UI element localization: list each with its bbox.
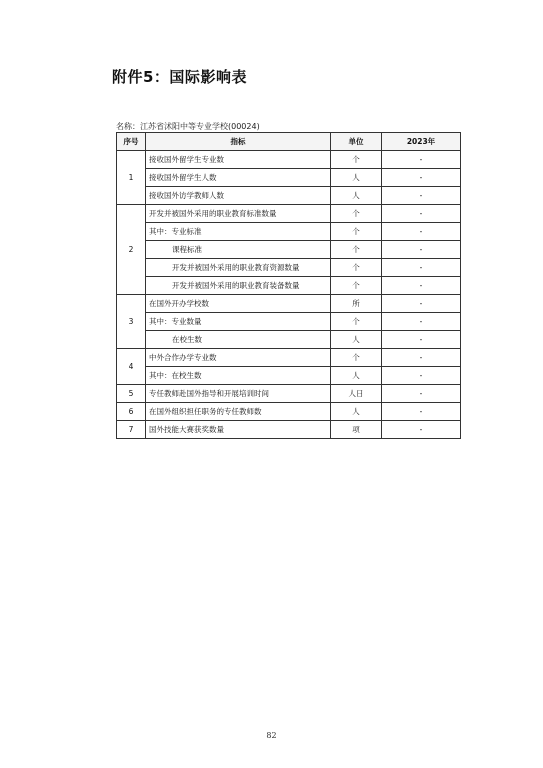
- value-cell: -: [382, 241, 461, 259]
- table-row: [117, 349, 461, 367]
- unit-cell: 所: [331, 295, 382, 313]
- value-cell: -: [382, 403, 461, 421]
- table-row: [117, 403, 461, 421]
- unit-cell: 人: [331, 169, 382, 187]
- table-row: [117, 259, 461, 277]
- unit-cell: 个: [331, 349, 382, 367]
- value-cell: -: [382, 259, 461, 277]
- unit-cell: 个: [331, 205, 382, 223]
- value-cell: -: [382, 421, 461, 439]
- unit-cell: 个: [331, 277, 382, 295]
- unit-cell: 个: [331, 259, 382, 277]
- table-row: [117, 313, 461, 331]
- row-number: 7: [117, 421, 146, 439]
- table-header-row: [117, 133, 461, 151]
- page-number: 82: [266, 731, 277, 740]
- row-number: 4: [117, 349, 146, 385]
- indicator-cell: 专任教师赴国外指导和开展培训时间: [146, 385, 331, 403]
- unit-cell: 人: [331, 367, 382, 385]
- table-row: [117, 151, 461, 169]
- header-year: 2023年: [382, 133, 461, 151]
- unit-cell: 人: [331, 403, 382, 421]
- indicator-cell: 开发并被国外采用的职业教育标准数量: [146, 205, 331, 223]
- indicator-cell: 开发并被国外采用的职业教育装备数量: [146, 277, 331, 295]
- table-row: [117, 385, 461, 403]
- indicator-cell: 接收国外访学教师人数: [146, 187, 331, 205]
- value-cell: -: [382, 349, 461, 367]
- school-name-caption: 名称：江苏省沭阳中等专业学校(00024): [116, 122, 260, 131]
- value-cell: -: [382, 331, 461, 349]
- value-cell: -: [382, 205, 461, 223]
- indicator-cell: 课程标准: [146, 241, 331, 259]
- unit-cell: 个: [331, 223, 382, 241]
- row-number: 5: [117, 385, 146, 403]
- value-cell: -: [382, 169, 461, 187]
- indicator-cell: 开发并被国外采用的职业教育资源数量: [146, 259, 331, 277]
- page-title: 附件5：国际影响表: [112, 68, 247, 86]
- indicator-cell: 在校生数: [146, 331, 331, 349]
- indicator-cell: 在国外组织担任职务的专任教师数: [146, 403, 331, 421]
- value-cell: -: [382, 385, 461, 403]
- row-number: 2: [117, 205, 146, 295]
- row-number: 3: [117, 295, 146, 349]
- table-row: [117, 331, 461, 349]
- header-unit: 单位: [331, 133, 382, 151]
- header-no: 序号: [117, 133, 146, 151]
- table-body: [117, 151, 461, 439]
- indicator-cell: 其中：在校生数: [146, 367, 331, 385]
- unit-cell: 人日: [331, 385, 382, 403]
- value-cell: -: [382, 295, 461, 313]
- value-cell: -: [382, 151, 461, 169]
- unit-cell: 项: [331, 421, 382, 439]
- value-cell: -: [382, 187, 461, 205]
- header-indicator: 指标: [146, 133, 331, 151]
- row-number: 1: [117, 151, 146, 205]
- value-cell: -: [382, 277, 461, 295]
- indicator-cell: 接收国外留学生专业数: [146, 151, 331, 169]
- table-row: [117, 367, 461, 385]
- table-row: [117, 241, 461, 259]
- table-row: [117, 187, 461, 205]
- indicator-cell: 接收国外留学生人数: [146, 169, 331, 187]
- indicator-cell: 其中：专业数量: [146, 313, 331, 331]
- table-row: [117, 205, 461, 223]
- indicator-cell: 在国外开办学校数: [146, 295, 331, 313]
- unit-cell: 个: [331, 151, 382, 169]
- unit-cell: 人: [331, 187, 382, 205]
- indicator-cell: 国外技能大赛获奖数量: [146, 421, 331, 439]
- indicator-cell: 其中：专业标准: [146, 223, 331, 241]
- unit-cell: 个: [331, 241, 382, 259]
- table-row: [117, 277, 461, 295]
- value-cell: -: [382, 367, 461, 385]
- table-row: [117, 421, 461, 439]
- value-cell: -: [382, 313, 461, 331]
- table-row: [117, 295, 461, 313]
- unit-cell: 人: [331, 331, 382, 349]
- table-row: [117, 223, 461, 241]
- indicator-cell: 中外合作办学专业数: [146, 349, 331, 367]
- value-cell: -: [382, 223, 461, 241]
- unit-cell: 个: [331, 313, 382, 331]
- table-row: [117, 169, 461, 187]
- row-number: 6: [117, 403, 146, 421]
- international-influence-table: [116, 132, 461, 439]
